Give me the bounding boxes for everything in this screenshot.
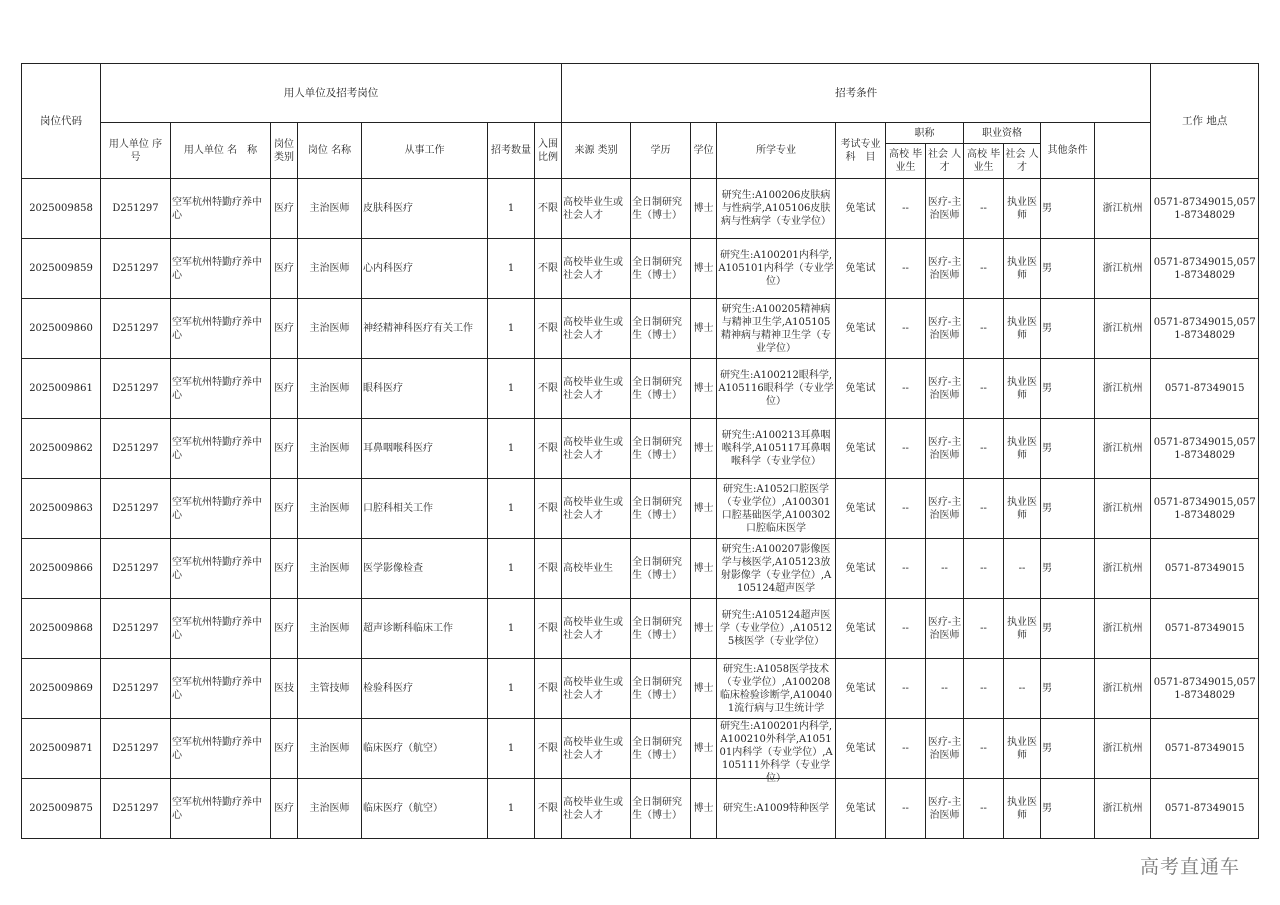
table-row: [22, 239, 1259, 299]
cell-work: 心内科医疗: [362, 239, 488, 299]
cell-quota: 1: [488, 479, 535, 539]
cell-post-type: 医技: [271, 659, 298, 719]
cell-source: 高校毕业生或社会人才: [562, 359, 631, 419]
cell-qualification-social: 执业医师: [1004, 779, 1041, 839]
cell-location: 浙江杭州: [1095, 659, 1151, 719]
header-qualification-graduate: 高校 毕业生: [964, 144, 1004, 179]
cell-qualification-social: --: [1004, 659, 1041, 719]
cell-education: 全日制研究生（博士）: [631, 299, 691, 359]
cell-degree: 博士: [691, 419, 717, 479]
cell-major: [717, 419, 836, 479]
cell-phone: 0571-87349015,0571-87348029: [1151, 299, 1259, 359]
cell-unit-no: D251297: [101, 539, 171, 599]
cell-title-graduate: --: [886, 299, 926, 359]
cell-title-graduate: --: [886, 719, 926, 779]
cell-phone: 0571-87349015,0571-87348029: [1151, 419, 1259, 479]
cell-other: 男: [1041, 779, 1095, 839]
cell-post-name: 主治医师: [298, 239, 362, 299]
watermark-logo-text: 高考直通车: [1140, 856, 1241, 878]
cell-qualification-graduate: --: [964, 299, 1004, 359]
cell-degree: 博士: [691, 299, 717, 359]
cell-unit-name: 空军杭州特勤疗养中心: [171, 659, 271, 719]
cell-education: 全日制研究生（博士）: [631, 599, 691, 659]
header-title-graduate: 高校 毕业生: [886, 144, 926, 179]
cell-unit-name: 空军杭州特勤疗养中心: [171, 419, 271, 479]
cell-ratio: 不限: [535, 659, 562, 719]
cell-unit-no: D251297: [101, 239, 171, 299]
cell-education: 全日制研究生（博士）: [631, 539, 691, 599]
cell-qualification-social: 执业医师: [1004, 179, 1041, 239]
cell-post-code: 2025009869: [22, 659, 101, 719]
cell-location: 浙江杭州: [1095, 719, 1151, 779]
cell-unit-no: D251297: [101, 599, 171, 659]
cell-major: [717, 719, 836, 784]
cell-work: 医学影像检查: [362, 539, 488, 599]
cell-unit-no: D251297: [101, 479, 171, 539]
major-text: 研究生:A100212眼科学,A105116眼科学（专业学位）: [718, 370, 834, 407]
cell-post-type: 医疗: [271, 359, 298, 419]
cell-location: 浙江杭州: [1095, 539, 1151, 599]
cell-post-name: 主治医师: [298, 419, 362, 479]
cell-title-social: 医疗-主治医师: [926, 359, 964, 419]
cell-location: 浙江杭州: [1095, 479, 1151, 539]
cell-exam: 免笔试: [836, 659, 886, 719]
table-row: [22, 719, 1259, 779]
major-text: 研究生:A100205精神病与精神卫生学,A105105精神病与精神卫生学（专业学位）: [721, 303, 832, 354]
cell-major: [717, 239, 836, 299]
cell-unit-name: 空军杭州特勤疗养中心: [171, 359, 271, 419]
cell-unit-no: D251297: [101, 299, 171, 359]
header-major: 所学专业: [717, 123, 836, 179]
cell-title-graduate: --: [886, 179, 926, 239]
cell-location: 浙江杭州: [1095, 779, 1151, 839]
cell-source: 高校毕业生或社会人才: [562, 659, 631, 719]
cell-title-graduate: --: [886, 659, 926, 719]
cell-major: [717, 599, 836, 659]
header-conditions-group: 招考条件: [562, 64, 1151, 123]
header-location: 工作 地点: [1151, 64, 1259, 179]
header-unit-group: 用人单位及招考岗位: [101, 64, 562, 123]
cell-unit-no: D251297: [101, 659, 171, 719]
cell-post-name: 主治医师: [298, 719, 362, 779]
header-title-social: 社会 人才: [926, 144, 964, 179]
major-text: 研究生:A100201内科学,A105101内科学（专业学位）: [718, 250, 834, 287]
cell-location: 浙江杭州: [1095, 239, 1151, 299]
cell-post-name: 主治医师: [298, 779, 362, 839]
cell-post-code: 2025009860: [22, 299, 101, 359]
cell-qualification-graduate: --: [964, 239, 1004, 299]
cell-phone: 0571-87349015: [1151, 599, 1259, 659]
cell-qualification-graduate: --: [964, 779, 1004, 839]
cell-degree: 博士: [691, 779, 717, 839]
header-unit-no: 用人单位 序 号: [101, 123, 171, 179]
cell-quota: 1: [488, 179, 535, 239]
cell-title-graduate: --: [886, 599, 926, 659]
cell-post-type: 医疗: [271, 599, 298, 659]
cell-post-code: 2025009868: [22, 599, 101, 659]
cell-ratio: 不限: [535, 479, 562, 539]
cell-phone: 0571-87349015,0571-87348029: [1151, 179, 1259, 239]
cell-qualification-graduate: --: [964, 599, 1004, 659]
cell-quota: 1: [488, 779, 535, 839]
cell-post-code: 2025009858: [22, 179, 101, 239]
cell-quota: 1: [488, 659, 535, 719]
cell-post-name: 主管技师: [298, 659, 362, 719]
cell-source: 高校毕业生或社会人才: [562, 719, 631, 779]
cell-work: 皮肤科医疗: [362, 179, 488, 239]
cell-education: 全日制研究生（博士）: [631, 359, 691, 419]
cell-work: 眼科医疗: [362, 359, 488, 419]
cell-qualification-social: --: [1004, 539, 1041, 599]
cell-other: 男: [1041, 239, 1095, 299]
cell-title-social: 医疗-主治医师: [926, 479, 964, 539]
cell-post-type: 医疗: [271, 719, 298, 779]
cell-ratio: 不限: [535, 359, 562, 419]
cell-title-graduate: --: [886, 419, 926, 479]
cell-post-name: 主治医师: [298, 359, 362, 419]
cell-unit-no: D251297: [101, 779, 171, 839]
table-row: [22, 179, 1259, 239]
cell-work: 超声诊断科临床工作: [362, 599, 488, 659]
cell-title-graduate: --: [886, 479, 926, 539]
table-header: [22, 64, 1259, 179]
cell-quota: 1: [488, 239, 535, 299]
cell-exam: 免笔试: [836, 419, 886, 479]
cell-degree: 博士: [691, 359, 717, 419]
recruitment-table: [21, 63, 1259, 839]
cell-exam: 免笔试: [836, 779, 886, 839]
cell-ratio: 不限: [535, 419, 562, 479]
cell-degree: 博士: [691, 539, 717, 599]
cell-exam: 免笔试: [836, 239, 886, 299]
cell-unit-name: 空军杭州特勤疗养中心: [171, 479, 271, 539]
header-title-group: 职称: [886, 123, 964, 144]
cell-degree: 博士: [691, 239, 717, 299]
cell-location: 浙江杭州: [1095, 179, 1151, 239]
cell-source: 高校毕业生或社会人才: [562, 599, 631, 659]
cell-exam: 免笔试: [836, 359, 886, 419]
cell-quota: 1: [488, 539, 535, 599]
header-post-type: 岗位 类别: [271, 123, 298, 179]
cell-source: 高校毕业生: [562, 539, 631, 599]
cell-quota: 1: [488, 419, 535, 479]
cell-other: 男: [1041, 539, 1095, 599]
cell-qualification-social: 执业医师: [1004, 299, 1041, 359]
table-body: [22, 179, 1259, 839]
cell-phone: 0571-87349015,0571-87348029: [1151, 239, 1259, 299]
cell-post-type: 医疗: [271, 539, 298, 599]
major-text: 研究生:A100207影像医学与核医学,A105123放射影像学（专业学位）,A105124超声医学: [720, 543, 832, 594]
cell-post-code: 2025009859: [22, 239, 101, 299]
cell-title-social: 医疗-主治医师: [926, 719, 964, 779]
cell-qualification-social: 执业医师: [1004, 479, 1041, 539]
cell-quota: 1: [488, 599, 535, 659]
cell-title-social: --: [926, 659, 964, 719]
cell-other: 男: [1041, 419, 1095, 479]
cell-other: 男: [1041, 479, 1095, 539]
header-degree: 学位: [691, 123, 717, 179]
cell-degree: 博士: [691, 719, 717, 779]
cell-degree: 博士: [691, 659, 717, 719]
cell-qualification-social: 执业医师: [1004, 359, 1041, 419]
cell-post-type: 医疗: [271, 179, 298, 239]
cell-location: 浙江杭州: [1095, 419, 1151, 479]
header-quota: 招考数量: [488, 123, 535, 179]
cell-post-code: 2025009863: [22, 479, 101, 539]
header-education: 学历: [631, 123, 691, 179]
header-exam: 考试专业 科 目: [836, 123, 886, 179]
cell-location: 浙江杭州: [1095, 599, 1151, 659]
cell-phone: 0571-87349015: [1151, 359, 1259, 419]
recruitment-table-page: [21, 63, 1259, 839]
cell-qualification-social: 执业医师: [1004, 719, 1041, 779]
cell-exam: 免笔试: [836, 539, 886, 599]
cell-qualification-graduate: --: [964, 179, 1004, 239]
cell-post-type: 医疗: [271, 419, 298, 479]
cell-post-name: 主治医师: [298, 539, 362, 599]
cell-post-name: 主治医师: [298, 479, 362, 539]
cell-unit-name: 空军杭州特勤疗养中心: [171, 779, 271, 839]
cell-post-code: 2025009866: [22, 539, 101, 599]
header-work: 从事工作: [362, 123, 488, 179]
cell-title-social: 医疗-主治医师: [926, 179, 964, 239]
cell-unit-no: D251297: [101, 719, 171, 779]
cell-education: 全日制研究生（博士）: [631, 239, 691, 299]
major-text: 研究生:A100206皮肤病与性病学,A105106皮肤病与性病学（专业学位）: [721, 190, 832, 227]
cell-title-social: 医疗-主治医师: [926, 779, 964, 839]
table-row: [22, 479, 1259, 539]
cell-exam: 免笔试: [836, 479, 886, 539]
cell-work: 检验科医疗: [362, 659, 488, 719]
cell-education: 全日制研究生（博士）: [631, 179, 691, 239]
table-row: [22, 599, 1259, 659]
cell-unit-name: 空军杭州特勤疗养中心: [171, 299, 271, 359]
cell-phone: 0571-87349015: [1151, 719, 1259, 779]
cell-unit-name: 空军杭州特勤疗养中心: [171, 239, 271, 299]
major-text: 研究生:A100213耳鼻咽喉科学,A105117耳鼻咽喉科学（专业学位）: [721, 430, 831, 467]
table-row: [22, 359, 1259, 419]
cell-post-code: 2025009861: [22, 359, 101, 419]
cell-source: 高校毕业生或社会人才: [562, 479, 631, 539]
cell-source: 高校毕业生或社会人才: [562, 779, 631, 839]
cell-degree: 博士: [691, 179, 717, 239]
cell-source: 高校毕业生或社会人才: [562, 299, 631, 359]
cell-other: 男: [1041, 299, 1095, 359]
header-post-code: 岗位代码: [22, 64, 101, 179]
cell-exam: 免笔试: [836, 299, 886, 359]
cell-source: 高校毕业生或社会人才: [562, 419, 631, 479]
table-row: [22, 539, 1259, 599]
cell-title-social: 医疗-主治医师: [926, 599, 964, 659]
cell-location: 浙江杭州: [1095, 359, 1151, 419]
table-row: [22, 659, 1259, 719]
cell-qualification-social: 执业医师: [1004, 599, 1041, 659]
cell-post-name: 主治医师: [298, 179, 362, 239]
header-source: 来源 类别: [562, 123, 631, 179]
table-row: [22, 419, 1259, 479]
cell-education: 全日制研究生（博士）: [631, 479, 691, 539]
cell-quota: 1: [488, 719, 535, 779]
table-row: [22, 299, 1259, 359]
cell-ratio: 不限: [535, 179, 562, 239]
cell-exam: 免笔试: [836, 719, 886, 779]
cell-other: 男: [1041, 719, 1095, 779]
cell-work: 耳鼻咽喉科医疗: [362, 419, 488, 479]
cell-work: 临床医疗（航空）: [362, 719, 488, 779]
cell-education: 全日制研究生（博士）: [631, 719, 691, 779]
table-row: [22, 779, 1259, 839]
major-text: 研究生:A1052口腔医学（专业学位）,A100301口腔基础医学,A100302口腔临床医学: [721, 483, 831, 534]
cell-post-name: 主治医师: [298, 599, 362, 659]
cell-post-type: 医疗: [271, 479, 298, 539]
cell-ratio: 不限: [535, 299, 562, 359]
cell-work: 临床医疗（航空）: [362, 779, 488, 839]
cell-title-social: 医疗-主治医师: [926, 419, 964, 479]
cell-other: 男: [1041, 359, 1095, 419]
cell-qualification-graduate: --: [964, 419, 1004, 479]
cell-major: [717, 539, 836, 599]
cell-qualification-graduate: --: [964, 719, 1004, 779]
cell-qualification-graduate: --: [964, 659, 1004, 719]
cell-title-graduate: --: [886, 779, 926, 839]
header-unit-name: 用人单位 名 称: [171, 123, 271, 179]
cell-major: [717, 359, 836, 419]
cell-phone: 0571-87349015: [1151, 779, 1259, 839]
cell-post-type: 医疗: [271, 239, 298, 299]
cell-source: 高校毕业生或社会人才: [562, 179, 631, 239]
cell-ratio: 不限: [535, 539, 562, 599]
cell-exam: 免笔试: [836, 179, 886, 239]
cell-post-code: 2025009862: [22, 419, 101, 479]
cell-other: 男: [1041, 179, 1095, 239]
cell-qualification-social: 执业医师: [1004, 239, 1041, 299]
cell-major: [717, 179, 836, 239]
cell-location: 浙江杭州: [1095, 299, 1151, 359]
cell-ratio: 不限: [535, 779, 562, 839]
header-qualification-social: 社会 人才: [1004, 144, 1041, 179]
cell-title-social: --: [926, 539, 964, 599]
cell-education: 全日制研究生（博士）: [631, 419, 691, 479]
cell-title-graduate: --: [886, 539, 926, 599]
cell-title-social: 医疗-主治医师: [926, 299, 964, 359]
major-text: 研究生:A1009特种医学: [723, 803, 830, 814]
cell-work: 神经精神科医疗有关工作: [362, 299, 488, 359]
major-text: 研究生:A100201内科学,A100210外科学,A105101内科学（专业学位）,A105111外科学（专业学位）: [719, 720, 833, 784]
header-post-name: 岗位 名称: [298, 123, 362, 179]
cell-title-graduate: --: [886, 239, 926, 299]
cell-exam: 免笔试: [836, 599, 886, 659]
major-text: 研究生:A1058医学技术（专业学位）,A100208临床检验诊断学,A100401流行病与卫生统计学: [719, 663, 833, 714]
cell-phone: 0571-87349015,0571-87348029: [1151, 479, 1259, 539]
cell-qualification-graduate: --: [964, 479, 1004, 539]
cell-post-type: 医疗: [271, 299, 298, 359]
cell-unit-name: 空军杭州特勤疗养中心: [171, 719, 271, 779]
cell-degree: 博士: [691, 479, 717, 539]
cell-major: [717, 479, 836, 539]
cell-qualification-graduate: --: [964, 359, 1004, 419]
cell-major: [717, 299, 836, 359]
cell-unit-no: D251297: [101, 179, 171, 239]
cell-unit-name: 空军杭州特勤疗养中心: [171, 539, 271, 599]
cell-post-code: 2025009875: [22, 779, 101, 839]
cell-education: 全日制研究生（博士）: [631, 779, 691, 839]
cell-quota: 1: [488, 359, 535, 419]
cell-major: [717, 659, 836, 719]
cell-post-code: 2025009871: [22, 719, 101, 779]
header-other: 其他条件: [1041, 123, 1095, 179]
cell-unit-no: D251297: [101, 359, 171, 419]
cell-quota: 1: [488, 299, 535, 359]
cell-source: 高校毕业生或社会人才: [562, 239, 631, 299]
cell-ratio: 不限: [535, 719, 562, 779]
cell-title-graduate: --: [886, 359, 926, 419]
cell-qualification-social: 执业医师: [1004, 419, 1041, 479]
cell-title-social: 医疗-主治医师: [926, 239, 964, 299]
cell-ratio: 不限: [535, 599, 562, 659]
major-text: 研究生:A105124超声医学（专业学位）,A105125核医学（专业学位）: [719, 610, 833, 647]
cell-unit-name: 空军杭州特勤疗养中心: [171, 179, 271, 239]
cell-education: 全日制研究生（博士）: [631, 659, 691, 719]
cell-unit-name: 空军杭州特勤疗养中心: [171, 599, 271, 659]
cell-qualification-graduate: --: [964, 539, 1004, 599]
cell-other: 男: [1041, 659, 1095, 719]
cell-phone: 0571-87349015: [1151, 539, 1259, 599]
header-ratio: 入围 比例: [535, 123, 562, 179]
cell-work: 口腔科相关工作: [362, 479, 488, 539]
cell-post-name: 主治医师: [298, 299, 362, 359]
cell-other: 男: [1041, 599, 1095, 659]
cell-major: [717, 779, 836, 839]
cell-post-type: 医疗: [271, 779, 298, 839]
cell-degree: 博士: [691, 599, 717, 659]
cell-phone: 0571-87349015,0571-87348029: [1151, 659, 1259, 719]
cell-ratio: 不限: [535, 239, 562, 299]
header-qualification-group: 职业资格: [964, 123, 1041, 144]
cell-unit-no: D251297: [101, 419, 171, 479]
